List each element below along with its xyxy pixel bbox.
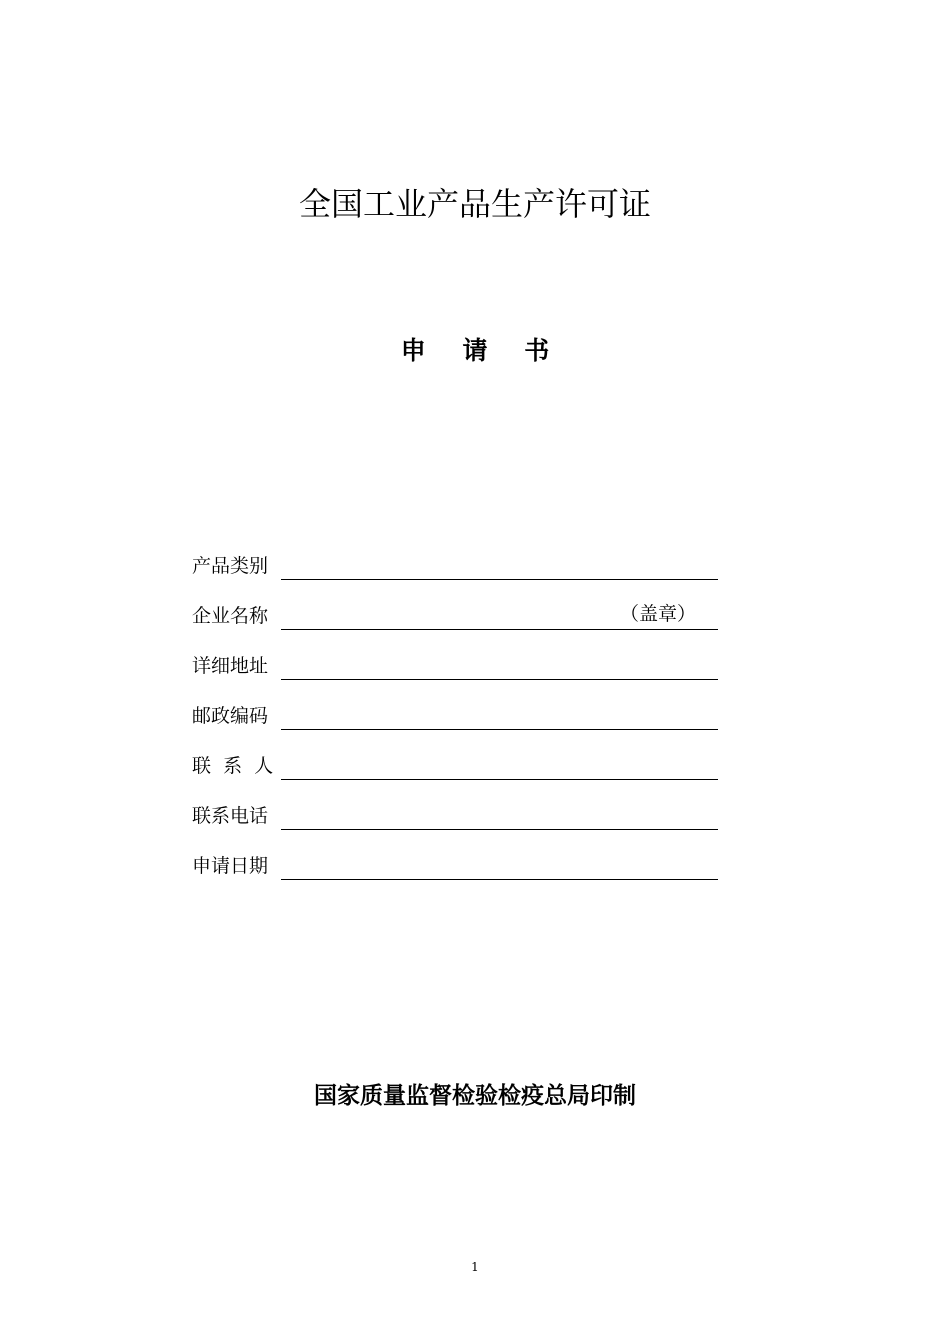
seal-note: （盖章） [619, 603, 696, 625]
application-form [192, 532, 718, 882]
field-phone [192, 782, 718, 832]
field-fill-line[interactable] [281, 749, 718, 780]
field-address [192, 632, 718, 682]
field-fill-line[interactable] [281, 699, 718, 730]
field-label: 联系电话 [192, 805, 269, 827]
field-label: 详细地址 [192, 655, 269, 677]
field-fill-line[interactable] [281, 799, 718, 830]
field-fill-line[interactable] [281, 599, 718, 630]
field-fill-line[interactable] [281, 549, 718, 580]
field-application-date [192, 832, 718, 882]
publisher-line: 国家质量监督检验检疫总局印制 [314, 1082, 636, 1109]
field-company-name [192, 582, 718, 632]
field-product-category [192, 532, 718, 582]
field-label: 联 系 人 [192, 755, 274, 777]
field-postal-code [192, 682, 718, 732]
field-label: 产品类别 [192, 555, 269, 577]
field-label: 企业名称 [192, 605, 269, 627]
field-fill-line[interactable] [281, 849, 718, 880]
field-label: 邮政编码 [192, 705, 269, 727]
field-label: 申请日期 [192, 855, 269, 877]
field-fill-line[interactable] [281, 649, 718, 680]
field-contact-person [192, 732, 718, 782]
page-number: 1 [471, 1260, 479, 1274]
document-title: 全国工业产品生产许可证 [298, 185, 651, 223]
document-subtitle: 申 请 书 [400, 336, 550, 365]
